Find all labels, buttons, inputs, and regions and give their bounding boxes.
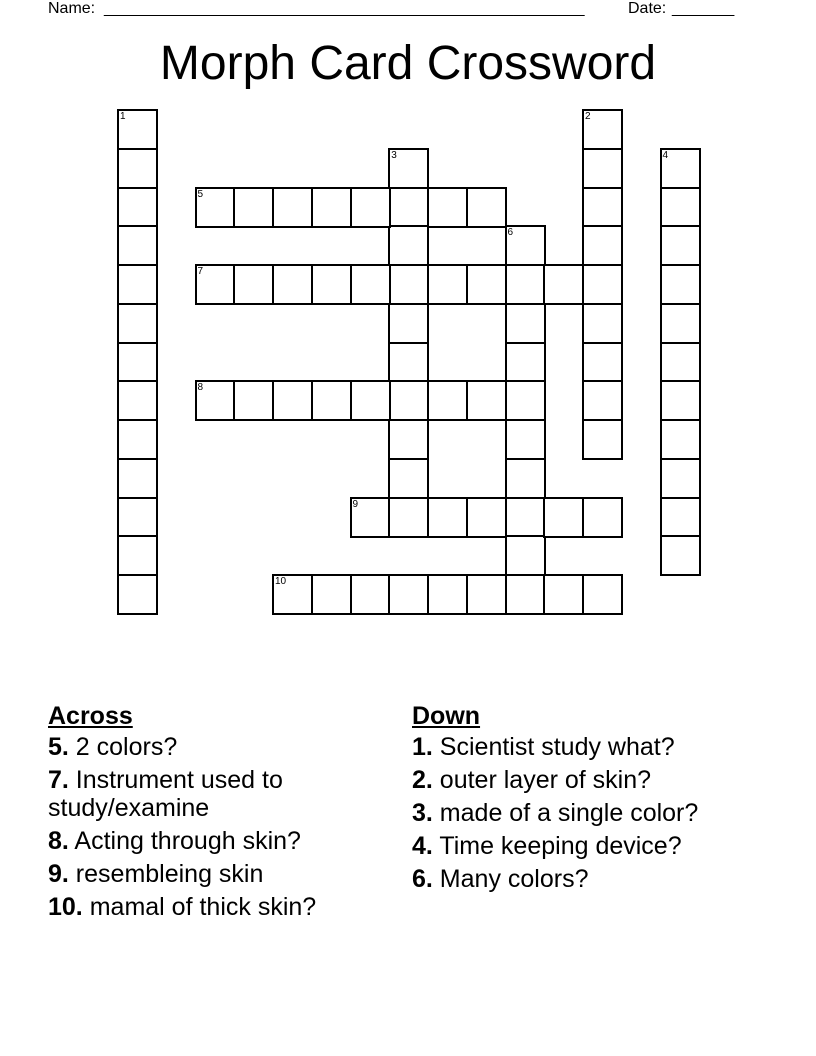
clue-number-label: 10. <box>48 893 83 921</box>
grid-cell[interactable] <box>427 187 468 228</box>
grid-cell[interactable] <box>311 574 352 615</box>
date-blank[interactable]: _______ <box>672 0 735 17</box>
across-clue <box>48 827 378 855</box>
grid-cell[interactable] <box>233 264 274 305</box>
grid-cell[interactable] <box>505 380 546 421</box>
clue-number: 4 <box>662 149 669 161</box>
grid-cell[interactable] <box>505 497 546 538</box>
across-heading: Across <box>48 702 133 730</box>
grid-cell[interactable] <box>582 187 623 228</box>
grid-cell[interactable] <box>505 342 546 383</box>
clue-text: Time keeping device? <box>432 832 682 860</box>
down-clue <box>412 766 752 794</box>
down-clue <box>412 799 752 827</box>
grid-cell[interactable] <box>660 342 701 383</box>
across-column <box>48 700 378 926</box>
down-column <box>412 700 752 898</box>
down-clue <box>412 865 752 893</box>
clue-text: Scientist study what? <box>432 733 675 761</box>
grid-cell[interactable] <box>660 535 701 576</box>
grid-cell[interactable] <box>466 187 507 228</box>
down-clue <box>412 733 752 761</box>
grid-cell[interactable] <box>582 148 623 189</box>
grid-cell[interactable] <box>660 264 701 305</box>
grid-cell[interactable] <box>350 264 391 305</box>
grid-cell[interactable] <box>505 458 546 499</box>
grid-cell[interactable] <box>466 264 507 305</box>
grid-cell[interactable] <box>505 574 546 615</box>
grid-cell[interactable] <box>582 264 623 305</box>
clue-number-label: 8. <box>48 827 69 855</box>
grid-cell[interactable] <box>117 225 158 266</box>
clue-number: 1 <box>120 111 126 122</box>
grid-cell[interactable] <box>505 303 546 344</box>
clue-number-label: 6. <box>412 865 433 893</box>
grid-cell[interactable] <box>388 574 429 615</box>
clue-number: 2 <box>585 111 591 122</box>
name-label: Name: <box>48 0 96 17</box>
grid-cell[interactable] <box>427 264 468 305</box>
grid-cell[interactable] <box>388 225 429 266</box>
grid-cell[interactable] <box>388 264 429 305</box>
grid-cell[interactable] <box>505 264 546 305</box>
grid-cell[interactable] <box>660 303 701 344</box>
clue-text: Acting through skin? <box>68 827 301 855</box>
grid-cell[interactable] <box>466 574 507 615</box>
grid-cell[interactable] <box>582 419 623 460</box>
grid-cell[interactable] <box>272 380 313 421</box>
clue-number: 8 <box>197 382 204 394</box>
clues-section <box>48 700 768 960</box>
grid-cell[interactable] <box>582 497 623 538</box>
grid-cell[interactable] <box>427 380 468 421</box>
grid-cell[interactable] <box>582 303 623 344</box>
clue-number-label: 1. <box>412 733 433 761</box>
grid-cell[interactable] <box>311 264 352 305</box>
clue-number: 5 <box>197 188 204 200</box>
down-clue-list <box>412 733 752 893</box>
grid-cell[interactable] <box>117 264 158 305</box>
grid-cell[interactable] <box>117 380 158 421</box>
grid-cell[interactable] <box>117 497 158 538</box>
grid-cell[interactable] <box>388 187 429 228</box>
across-clue <box>48 733 378 761</box>
grid-cell[interactable] <box>466 380 507 421</box>
grid-cell[interactable] <box>388 303 429 344</box>
clue-number-label: 5. <box>48 733 69 761</box>
grid-cell[interactable] <box>505 419 546 460</box>
clue-number: 10 <box>275 576 287 587</box>
down-clue <box>412 832 752 860</box>
grid-cell[interactable] <box>543 264 584 305</box>
grid-cell[interactable] <box>660 380 701 421</box>
grid-cell[interactable] <box>233 380 274 421</box>
clue-number-label: 4. <box>412 832 433 860</box>
grid-cell[interactable] <box>543 497 584 538</box>
name-blank[interactable]: ______________________________________________________ <box>104 0 585 17</box>
grid-cell[interactable] <box>117 342 158 383</box>
grid-cell[interactable] <box>660 148 701 189</box>
across-clue <box>48 766 378 822</box>
grid-cell[interactable] <box>350 187 391 228</box>
clue-number-label: 2. <box>412 766 433 794</box>
down-heading: Down <box>412 702 481 730</box>
grid-cell[interactable] <box>350 380 391 421</box>
clue-number: 6 <box>507 227 514 239</box>
grid-cell[interactable] <box>388 148 429 189</box>
page-title: Morph Card Crossword <box>159 37 657 90</box>
across-clue <box>48 860 378 888</box>
grid-cell[interactable] <box>117 148 158 189</box>
across-clue <box>48 893 378 921</box>
grid-cell[interactable] <box>660 497 701 538</box>
grid-cell[interactable] <box>388 497 429 538</box>
grid-cell[interactable] <box>195 264 236 305</box>
grid-cell[interactable] <box>117 535 158 576</box>
grid-cell[interactable] <box>466 497 507 538</box>
grid-cell[interactable] <box>388 458 429 499</box>
grid-cell[interactable] <box>195 380 236 421</box>
clue-text: Many colors? <box>432 865 589 893</box>
grid-cell[interactable] <box>543 574 584 615</box>
grid-cell[interactable] <box>350 574 391 615</box>
grid-cell[interactable] <box>582 225 623 266</box>
grid-cell[interactable] <box>660 187 701 228</box>
grid-cell[interactable] <box>660 225 701 266</box>
across-clue-list <box>48 733 378 921</box>
clue-number: 9 <box>352 498 359 510</box>
clue-text: 2 colors? <box>68 733 178 761</box>
grid-cell[interactable] <box>233 187 274 228</box>
grid-cell[interactable] <box>582 574 623 615</box>
grid-cell[interactable] <box>388 380 429 421</box>
grid-cell[interactable] <box>427 574 468 615</box>
grid-cell[interactable] <box>311 187 352 228</box>
grid-cell[interactable] <box>117 419 158 460</box>
grid-cell[interactable] <box>505 535 546 576</box>
clue-text: made of a single color? <box>432 799 699 827</box>
grid-cell[interactable] <box>582 380 623 421</box>
grid-cell[interactable] <box>117 187 158 228</box>
grid-cell[interactable] <box>427 497 468 538</box>
grid-cell[interactable] <box>117 458 158 499</box>
grid-cell[interactable] <box>388 419 429 460</box>
grid-cell[interactable] <box>272 574 313 615</box>
grid-cell[interactable] <box>505 225 546 266</box>
clue-number: 7 <box>197 266 204 277</box>
grid-cell[interactable] <box>272 187 313 228</box>
clue-text: outer layer of skin? <box>432 766 652 794</box>
grid-cell[interactable] <box>582 109 623 150</box>
grid-cell[interactable] <box>350 497 391 538</box>
grid-cell[interactable] <box>660 419 701 460</box>
grid-cell[interactable] <box>117 109 158 150</box>
grid-cell[interactable] <box>117 574 158 615</box>
clue-text: resembleing skin <box>68 860 264 888</box>
grid-cell[interactable] <box>117 303 158 344</box>
date-label: Date: <box>628 0 667 17</box>
grid-cell[interactable] <box>582 342 623 383</box>
grid-cell[interactable] <box>311 380 352 421</box>
clue-number-label: 9. <box>48 860 69 888</box>
clue-number: 3 <box>391 149 397 161</box>
grid-cell[interactable] <box>388 342 429 383</box>
grid-cell[interactable] <box>272 264 313 305</box>
grid-cell[interactable] <box>195 187 236 228</box>
clue-text: mamal of thick skin? <box>82 893 317 921</box>
clue-number-label: 3. <box>412 799 433 827</box>
clue-number-label: 7. <box>48 766 69 794</box>
grid-cell[interactable] <box>660 458 701 499</box>
clue-text: Instrument used to study/examine <box>48 766 283 822</box>
